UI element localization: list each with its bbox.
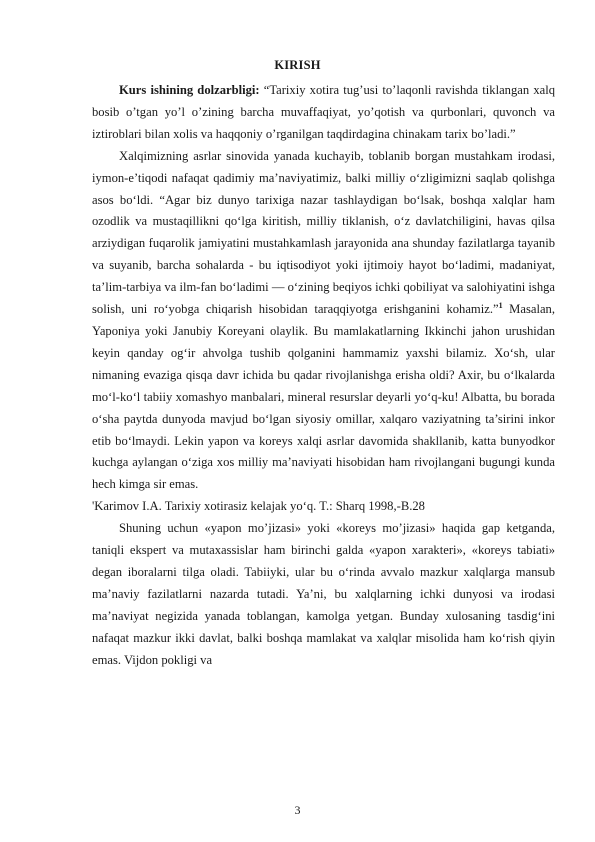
footnote: 'Karimov I.A. Tarixiy xotirasiz kelajak yo‘q. T.: Sharq 1998,-B.28 [92,499,425,514]
paragraph-1 [92,80,555,146]
page-number: 3 [294,803,301,817]
paragraph-3: Shuning uchun «yapon mo’jizasi» yoki «koreys mo’jizasi» haqida gap ketganda, taniqli ekspert va mutaxassislar ham birinchi galda «yapon xarakteri», «koreys tabiati» degan iboralarni tilga oladi. Tabiiyki, ular bu o‘rinda avvalo mazkur xalqlarga mansub ma’naviy fazilatlarni nazarda tutadi. Ya’ni, bu xalqlarning ichki dunyosi va irodasi ma’naviyat negizida yanada toblangan, kamolga yetgan. Bunday xulosaning tasdig‘ini nafaqat mazkur ikki davlat, balki boshqa mamlakat va xalqlar misolida ham ko‘rish qiyin emas. Vijdon pokligi va [92,521,555,667]
paragraph-1-text: “Tarixiy xotira tug’usi to’laqonli ravishda tiklangan xalq bosib o’tgan yo’l o’zining barcha muvaffaqiyat, yo’qotish va qurbonlari, quvonch va iztiroblari bilan xolis va haqqoniy o’rganilgan taqdirdagina chinakam tarix bo’ladi.” [92,83,556,141]
paragraph-2 [92,146,555,497]
paragraph-1-label: Kurs ishining dolzarbligi: [119,83,260,97]
paragraph-2-text-after: Masalan, Yaponiya yoki Janubiy Koreyani olaylik. Bu mamlakatlarning Ikkinchi jahon urushidan keyin qanday og‘ir ahvolga tushib qolganini hammamiz yaxshi bilamiz. Xo‘sh, ular nimaning evaziga qisqa davr ichida bu qadar rivojlanishga erisha oldi? Axir, bu o‘lkalarda mo‘l-ko‘l tabiiy xomashyo manbalari, mineral resurslar deyarli yo‘q-ku! Albatta, bu borada o‘sha paytda dunyoda mavjud bo‘lgan siyosiy omillar, xalqaro vaziyatning ta’sirini inkor etib bo‘lmaydi. Lekin yapon va koreys xalqi asrlar davomida shakllanib, katta bunyodkor kuchga aylangan o‘ziga xos milliy ma’naviyati hisobidan ham rivojlangani bugungi kunda hech kimga sir emas. [92,302,555,492]
body-text [92,80,555,671]
paragraph-2-text: Xalqimizning asrlar sinovida yanada kuchayib, toblanib borgan mustahkam irodasi, iymon-e’tiqodi nafaqat qadimiy ma’naviyatimiz, balki milliy o‘zligimizni saqlab qolishga asos bo‘ldi. “Agar biz dunyo tarixiga nazar tashlaydigan bo‘lsak, boshqa xalqlar ham ozodlik va mustaqillikni qo‘lga kiritish, milliy tiklanish, o‘z davlatchiligini, havas qilsa arziydigan fuqarolik jamiyatini mustahkamlash jarayonida ana shunday fazilatlarga tayanib va suyanib, barcha sohalarda - bu iqtisodiyot yoki ijtimoiy hayot bo‘ladimi, madaniyat, ta’lim-tarbiya va ilm-fan bo‘ladimi — o‘zining beqiyos ichki qobiliyat va salohiyatini ishga solish, uni ro‘yobga chiqarish hisobidan taraqqiyotga erishganini kohamiz.” [92,148,555,317]
footnote-mark: 1 [498,300,503,310]
page-title: KIRISH [274,58,321,72]
